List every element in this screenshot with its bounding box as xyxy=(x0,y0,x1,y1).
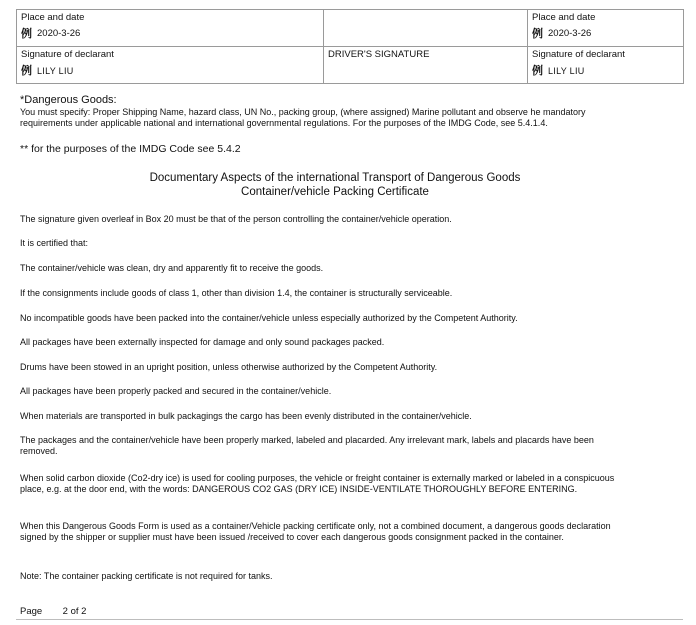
right-signature-label: Signature of declarant xyxy=(532,49,625,60)
empty-cell xyxy=(324,10,528,47)
dangerous-goods-text: You must specify: Proper Shipping Name, hazard class, UN No., packing group, (where assigned) Marine pollutant and observe he mandatory requirements under applicable national and international governmental regulations. For the purposes of the IMDG Code, see 5.4.1.4. xyxy=(20,107,586,128)
paragraph-clean: The container/vehicle was clean, dry and apparently fit to receive the goods. xyxy=(20,263,324,273)
chinese-stamp-icon: 例 xyxy=(532,27,543,40)
declaration-header-table xyxy=(16,9,684,84)
paragraph-secured: All packages have been properly packed and secured in the container/vehicle. xyxy=(20,386,332,396)
driver-signature-cell xyxy=(324,47,528,84)
paragraph-class1: If the consignments include goods of class 1, other than division 1.4, the container is structurally serviceable. xyxy=(20,288,453,298)
certificate-heading-line1: Documentary Aspects of the international Transport of Dangerous Goods xyxy=(149,172,521,184)
paragraph-inspected: All packages have been externally inspected for damage and only sound packages packed. xyxy=(20,337,385,347)
paragraph-form-use: When this Dangerous Goods Form is used as a container/Vehicle packing certificate only, not a combined document, a dangerous goods declaration signed by the shipper or supplier must have been issued /received to cover each dangerous goods consignment packed in the container. xyxy=(20,521,611,542)
paragraph-bulk: When materials are transported in bulk packagings the cargo has been evenly distributed in the container/vehicle. xyxy=(20,411,472,421)
certificate-heading xyxy=(100,172,570,199)
right-signature-value: LILY LIU xyxy=(548,66,585,76)
imdg-note: ** for the purposes of the IMDG Code see 5.4.2 xyxy=(20,143,241,155)
place-date-cell xyxy=(17,10,324,47)
right-signature-cell xyxy=(528,47,684,84)
paragraph-signature: The signature given overleaf in Box 20 must be that of the person controlling the container/vehicle operation. xyxy=(20,214,452,224)
chinese-stamp-icon: 例 xyxy=(532,64,543,77)
right-place-date-label: Place and date xyxy=(532,12,596,23)
page-number: 2 of 2 xyxy=(62,606,87,617)
paragraph-certified: It is certified that: xyxy=(20,238,89,248)
signature-cell xyxy=(17,47,324,84)
chinese-stamp-icon: 例 xyxy=(21,27,32,40)
place-date-value: 2020-3-26 xyxy=(37,28,81,39)
paragraph-incompatible: No incompatible goods have been packed into the container/vehicle unless especially authorized by the Competent Authority. xyxy=(20,313,518,323)
page-footer xyxy=(20,606,86,617)
right-place-date-value: 2020-3-26 xyxy=(548,28,592,39)
chinese-stamp-icon: 例 xyxy=(21,64,32,77)
footer-divider xyxy=(16,619,683,620)
driver-signature-label: DRIVER'S SIGNATURE xyxy=(328,49,430,60)
signature-value: LILY LIU xyxy=(37,66,74,76)
signature-label: Signature of declarant xyxy=(21,49,114,60)
paragraph-marked: The packages and the container/vehicle have been properly marked, labeled and placarded. Any irrelevant mark, labels and placards have been removed. xyxy=(20,435,594,456)
dangerous-goods-title: *Dangerous Goods: xyxy=(20,94,117,106)
paragraph-dry-ice: When solid carbon dioxide (Co2-dry ice) is used for cooling purposes, the vehicle or freight container is externally marked or labeled in a conspicuous place, e.g. at the door end, with the words: DANGEROUS CO2 GAS (DRY ICE) INSIDE-VENTILATE THOROUGHLY BEFORE ENTERING. xyxy=(20,473,615,494)
paragraph-drums: Drums have been stowed in an upright position, unless otherwise authorized by the Competent Authority. xyxy=(20,362,438,372)
paragraph-tanks-note: Note: The container packing certificate is not required for tanks. xyxy=(20,571,273,581)
right-place-date-cell xyxy=(528,10,684,47)
certificate-heading-line2: Container/vehicle Packing Certificate xyxy=(241,185,429,198)
page-label: Page xyxy=(20,606,43,617)
place-date-label: Place and date xyxy=(21,12,85,23)
